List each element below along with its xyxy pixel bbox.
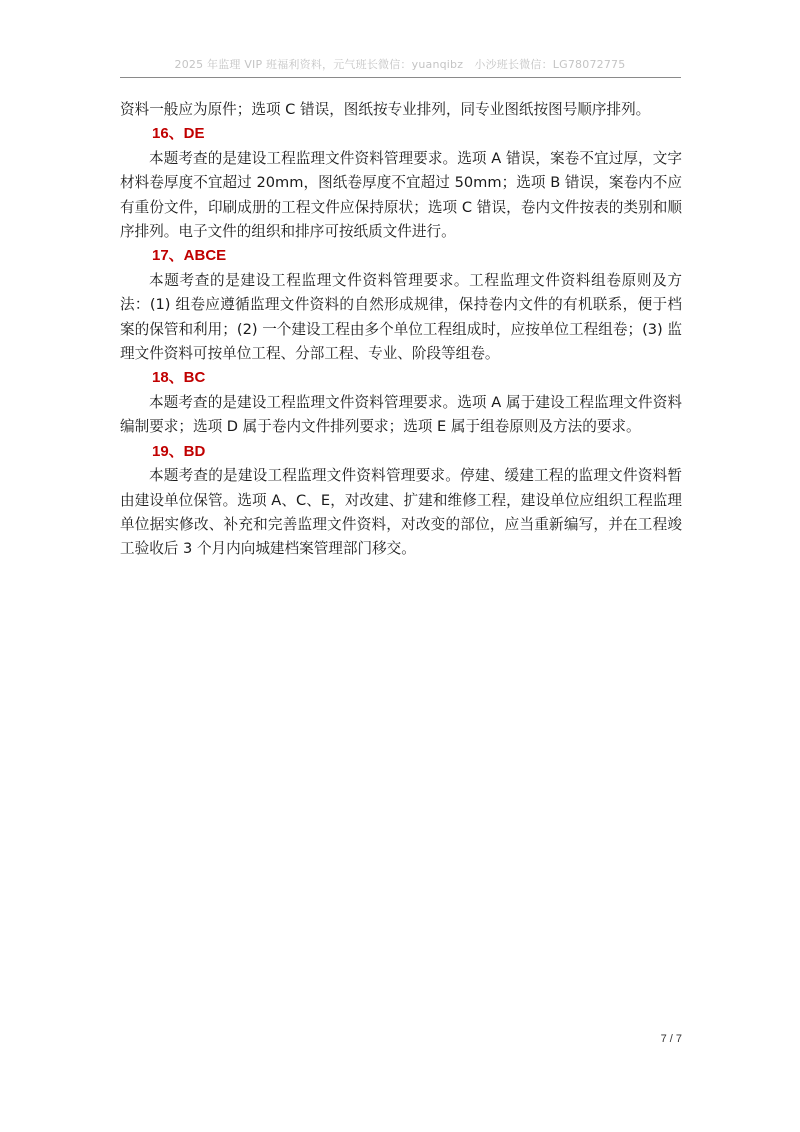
answer-heading: 19、BD <box>152 442 206 460</box>
answer-explanation: 本题考查的是建设工程监理文件资料管理要求。选项 A 属于建设工程监理文件资料编制要求；选项 D 属于卷内文件排列要求；选项 E 属于组卷原则及方法的要求。 <box>120 393 682 436</box>
page-content <box>120 98 682 562</box>
continuation-paragraph: 资料一般应为原件；选项 C 错误，图纸按专业排列，同专业图纸按图号顺序排列。 <box>120 101 651 118</box>
answer-heading: 17、ABCE <box>152 247 227 265</box>
answer-block-18 <box>120 366 682 439</box>
answer-explanation: 本题考查的是建设工程监理文件资料管理要求。选项 A 错误，案卷不宜过厚，文字材料卷厚度不宜超过 20mm，图纸卷厚度不宜超过 50mm；选项 B 错误，案卷内不应有重份文件，印刷成册的工程文件应保持原状；选项 C 错误，卷内文件按表的类别和顺序排列。电子文件的组织和排序可按纸质文件进行。 <box>120 149 682 241</box>
answer-block-19 <box>120 440 682 562</box>
page-number: 7 / 7 <box>660 1033 682 1045</box>
header-divider <box>120 77 681 78</box>
answer-explanation: 本题考查的是建设工程监理文件资料管理要求。停建、缓建工程的监理文件资料暂由建设单位保管。选项 A、C、E，对改建、扩建和维修工程，建设单位应组织工程监理单位据实修改、补充和完善监理文件资料，对改变的部位，应当重新编写，并在工程竣工验收后 3 个月内向城建档案管理部门移交。 <box>120 467 682 558</box>
answer-heading: 18、BC <box>152 369 206 387</box>
answer-block-17 <box>120 244 682 366</box>
answer-block-16 <box>120 122 682 244</box>
page-header-watermark: 2025 年监理 VIP 班福利资料，元气班长微信：yuanqibz 小沙班长微信：LG78072775 <box>174 58 626 71</box>
answer-heading: 16、DE <box>152 125 205 143</box>
answer-explanation: 本题考查的是建设工程监理文件资料管理要求。工程监理文件资料组卷原则及方法：(1) 组卷应遵循监理文件资料的自然形成规律，保持卷内文件的有机联系，便于档案的保管和利用；(2) 一个建设工程由多个单位工程组成时，应按单位工程组卷；(3) 监理文件资料可按单位工程、分部工程、专业、阶段等组卷。 <box>120 271 682 363</box>
